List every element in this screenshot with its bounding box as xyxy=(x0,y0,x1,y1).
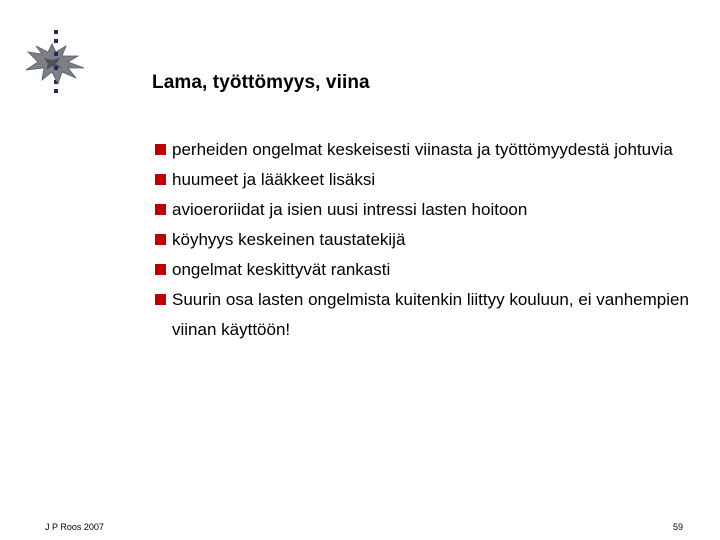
university-logo-icon xyxy=(22,28,92,100)
bullet-text: avioeroriidat ja isien uusi intressi lasten hoitoon xyxy=(172,200,528,219)
square-bullet-icon xyxy=(155,174,166,185)
bullet-text: huumeet ja lääkkeet lisäksi xyxy=(172,170,376,189)
list-item xyxy=(152,195,692,225)
square-bullet-icon xyxy=(155,294,166,305)
page-number: 59 xyxy=(672,522,683,532)
bullet-text: ongelmat keskittyvät rankasti xyxy=(172,260,391,279)
bullet-text: perheiden ongelmat keskeisesti viinasta ja työttömyydestä johtuvia xyxy=(172,140,673,159)
bullet-text: Suurin osa lasten ongelmista kuitenkin liittyy kouluun, ei vanhempien viinan käyttöön! xyxy=(172,290,689,339)
list-item xyxy=(152,135,692,165)
bullet-list xyxy=(152,135,692,345)
square-bullet-icon xyxy=(155,234,166,245)
bullet-text: köyhyys keskeinen taustatekijä xyxy=(172,230,406,249)
square-bullet-icon xyxy=(155,264,166,275)
list-item xyxy=(152,285,692,345)
list-item xyxy=(152,165,692,195)
footer-author: J P Roos 2007 xyxy=(45,522,104,532)
logo-graphic xyxy=(22,28,92,100)
list-item xyxy=(152,225,692,255)
square-bullet-icon xyxy=(155,144,166,155)
slide-title: Lama, työttömyys, viina xyxy=(152,72,370,93)
square-bullet-icon xyxy=(155,204,166,215)
list-item xyxy=(152,255,692,285)
